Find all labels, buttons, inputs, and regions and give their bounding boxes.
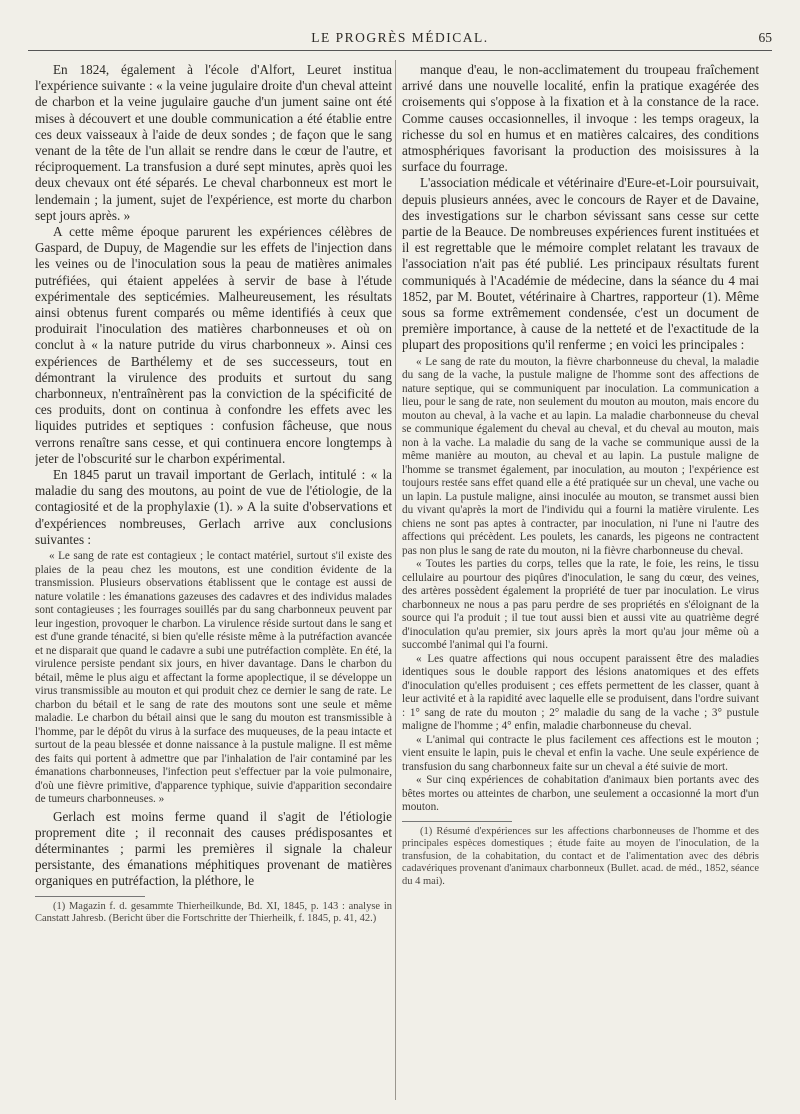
left-column [35, 62, 392, 1092]
paragraph: A cette même époque parurent les expériences célèbres de Gaspard, de Dupuy, de Magendie sur les effets de l'injection dans les veines ou de l'inoculation sous la peau de matières animales putréfiées, qui étaient appelées à servir de base à l'étude expérimentale des septicémies. Malheureusement, les résultats ainsi obtenus furent comparés ou même identifiés à ceux que produirait l'inoculation des matières charbonneuses et où on conclut à « la nature putride du virus charbonneux ». Ainsi ces expériences de Barthélemy et de ses successeurs, tout en démontrant la virulence des produits et surtout du sang charbonneux, n'entraînèrent pas la conviction de la spécificité de ces produits, dont on continua à confondre les effets avec les liquides putrides et septiques : confusion fâcheuse, que nous verrons renaître sans cesse, et qui continuera encore longtemps à jeter de l'obscurité sur le charbon expérimental. [35, 224, 392, 466]
paragraph: En 1845 parut un travail important de Gerlach, intitulé : « la maladie du sang des moutons, au point de vue de l'étiologie, de la contagiosité et de la prophylaxie (1). » A la suite d'observations et d'expériences nombreuses, Gerlach arrive aux conclusions suivantes : [35, 467, 392, 547]
journal-title: LE PROGRÈS MÉDICAL. [311, 30, 489, 45]
block-quote: « L'animal qui contracte le plus facilement ces affections est le mouton ; vient ensuite le lapin, puis le cheval et enfin la vache. Une seule expérience de transfusion du sang charbonneux faite sur un cheval a été suivie de mort. [402, 733, 759, 773]
paragraph: En 1824, également à l'école d'Alfort, Leuret institua l'expérience suivante : « la veine jugulaire droite d'un cheval atteint de charbon et la veine jugulaire gauche d'un jument saine ont été mises à découvert et une double communication a été établie entre ces deux vaisseaux à l'aide de deux sondes ; de façon que le sang venant de la tête de l'un allait se rendre dans le cœur de l'autre, et réciproquement. La transfusion a duré sept minutes, après quoi les deux chevaux ont été séparés. Le cheval charbonneux est mort le lendemain ; la jument, sujet de l'expérience, est morte du charbon sept jours après. » [35, 62, 392, 223]
paragraph: L'association médicale et vétérinaire d'Eure-et-Loir poursuivait, depuis plusieurs années, avec le concours de Rayer et de Davaine, des investigations sur le charbon sévissant sans cesse sur cette partie de la Beauce. De nombreuses expériences furent instituées et il est regrettable que le mémoire complet relatant les travaux de l'association n'ait pas été publié. Les principaux résultats furent communiqués à l'Académie de médecine, dans la séance du 4 mai 1852, par M. Boutet, vétérinaire à Chartres, rapporteur (1). Même sous sa forme extrêmement condensée, c'est un document de première importance, à cause de la netteté et de l'exactitude de la plupart des propositions qu'il renferme ; en voici les principales : [402, 175, 759, 353]
paragraph: manque d'eau, le non-acclimatement du troupeau fraîchement arrivé dans une nouvelle localité, enfin la pratique exagérée des croisements qui s'oppose à la fixation et à la constance de la race. Comme causes occasionnelles, il invoque : les temps orageux, la richesse du sol en humus et en matières calcaires, des conditions atmosphériques favorisant la production des moisissures à la surface du fourrage. [402, 62, 759, 175]
footnote: (1) Résumé d'expériences sur les affections charbonneuses de l'homme et des principales espèces domestiques ; étude faite au moyen de l'inoculation, de la transfusion, de la cohabitation, du contact et de l'alimentation avec des débris cadavériques provenant d'animaux charbonneux (Bullet. acad. de méd., 1852, séance du 4 mai). [402, 825, 759, 887]
running-header [28, 30, 772, 51]
block-quote: « Le sang de rate du mouton, la fièvre charbonneuse du cheval, la maladie du sang de la vache, la pustule maligne de l'homme sont des affections de nature septique, qui se communiquent par inoculation. La communication a lieu, pour le sang de rate, non seulement du mouton au mouton, mais encore du mouton au cheval, à la vache et au lapin. La maladie charbonneuse du cheval se communique également du cheval au cheval, et du cheval au mouton, mais non à la vache. La maladie du sang de la vache se communique aussi de la même manière au mouton, au cheval et au lapin. La pustule maligne de l'homme se transmet également, par inoculation, au mouton ; l'expérience est toujours restée sans effet quand elle a été pratiquée sur un cheval, une vache ou un lapin. La pustule maligne, ainsi inoculée au mouton, se transmet aussi bien du vivant qu'après la mort de l'individu qui a fourni la matière virulente. Les chiens ne sont pas aptes à contracter, par inoculation, ni l'une ni l'autre des affections qui précèdent. Les poulets, les canards, les pigeons ne contractent pas non plus le sang de rate du mouton, ni la fièvre charbonneuse du cheval. [402, 355, 759, 557]
paragraph: Gerlach est moins ferme quand il s'agit de l'étiologie proprement dite ; il reconnait des causes prédisposantes et déterminantes ; parmi les premières il signale la chaleur persistante, des émanations méphitiques provenant de matières organiques en putréfaction, la pléthore, le [35, 808, 392, 889]
block-quote: « Le sang de rate est contagieux ; le contact matériel, surtout s'il existe des plaies de la peau chez les moutons, est une condition évidente de la transmission. Plusieurs observations établissent que le contage est aussi de nature volatile : les émanations gazeuses des cadavres et des individus malades sont contagieuses ; les fourrages souillés par du sang charbonneux peuvent par leur ingestion, provoquer le charbon. La virulence réside surtout dans le sang et est d'une grande ténacité, si bien qu'elle résiste même à la putréfaction avancée et ne disparait que quand le cadavre a subi une putréfaction complète. En été, la virulence persiste pendant six jours, en hiver davantage. Dans le charbon du bétail, même le plus aigu et affectant la forme apoplectique, il se développe un virus transmissible au mouton et qui produit chez ce dernier le sang de rate. Le charbon du bétail et le sang de rate des moutons sont une seule et même maladie. Le charbon du bétail ainsi que le sang du mouton est transmissible à l'homme, par le dépôt du virus à la surface des muqueuses, de la peau intacte et surtout de la peau blessée et donne naissance à la pustule maligne. Il est même des faits qui portent à admettre que par l'inhalation de l'air contaminé par les émanations charbonneuses, l'infection peut s'effectuer par la voie pulmonaire, d'où une fièvre primitive, d'apparence typhique, suivie d'apparition secondaire de tumeurs charbonneuses. » [35, 550, 392, 806]
footnote-rule [402, 821, 512, 822]
column-divider [395, 60, 396, 1100]
block-quote: « Toutes les parties du corps, telles que la rate, le foie, les reins, le tissu cellulaire au pourtour des piqûres d'inoculation, le sang du cœur, des veines, des artères possèdent également la propriété de tuer par inoculation. Le virus charbonneux ne nous a pas paru perdre de ses propriétés en s'éloignant de la source qui l'a produit ; il tue tout aussi bien et aussi vite au quatrième degré d'inoculation qu'au premier, six jours après la mort qu'au jour même où a succombé l'animal qui l'a fourni. [402, 558, 759, 652]
right-column [402, 62, 759, 1092]
block-quote: « Les quatre affections qui nous occupent paraissent être des maladies identiques sous le double rapport des lésions anatomiques et des effets d'inoculation qu'elles produisent ; ces effets permettent de les classer, quant à leur activité et à la rapidité avec laquelle elle se produisent, dans l'ordre suivant : 1° sang de rate du mouton ; 2° maladie du sang de la vache ; 3° pustule maligne de l'homme ; 4° enfin, maladie charbonneuse du cheval. [402, 652, 759, 733]
footnote: (1) Magazin f. d. gesammte Thierheilkunde, Bd. XI, 1845, p. 143 : analyse in Canstatt Jahresb. (Bericht über die Fortschritte der Thierheilk, f. 1845, p. 41, 42.) [35, 900, 392, 925]
footnote-rule [35, 896, 145, 897]
page-number: 65 [758, 30, 772, 45]
block-quote: « Sur cinq expériences de cohabitation d'animaux bien portants avec des bêtes mortes ou atteintes de charbon, une seulement a occasionné la mort d'un mouton. [402, 774, 759, 814]
